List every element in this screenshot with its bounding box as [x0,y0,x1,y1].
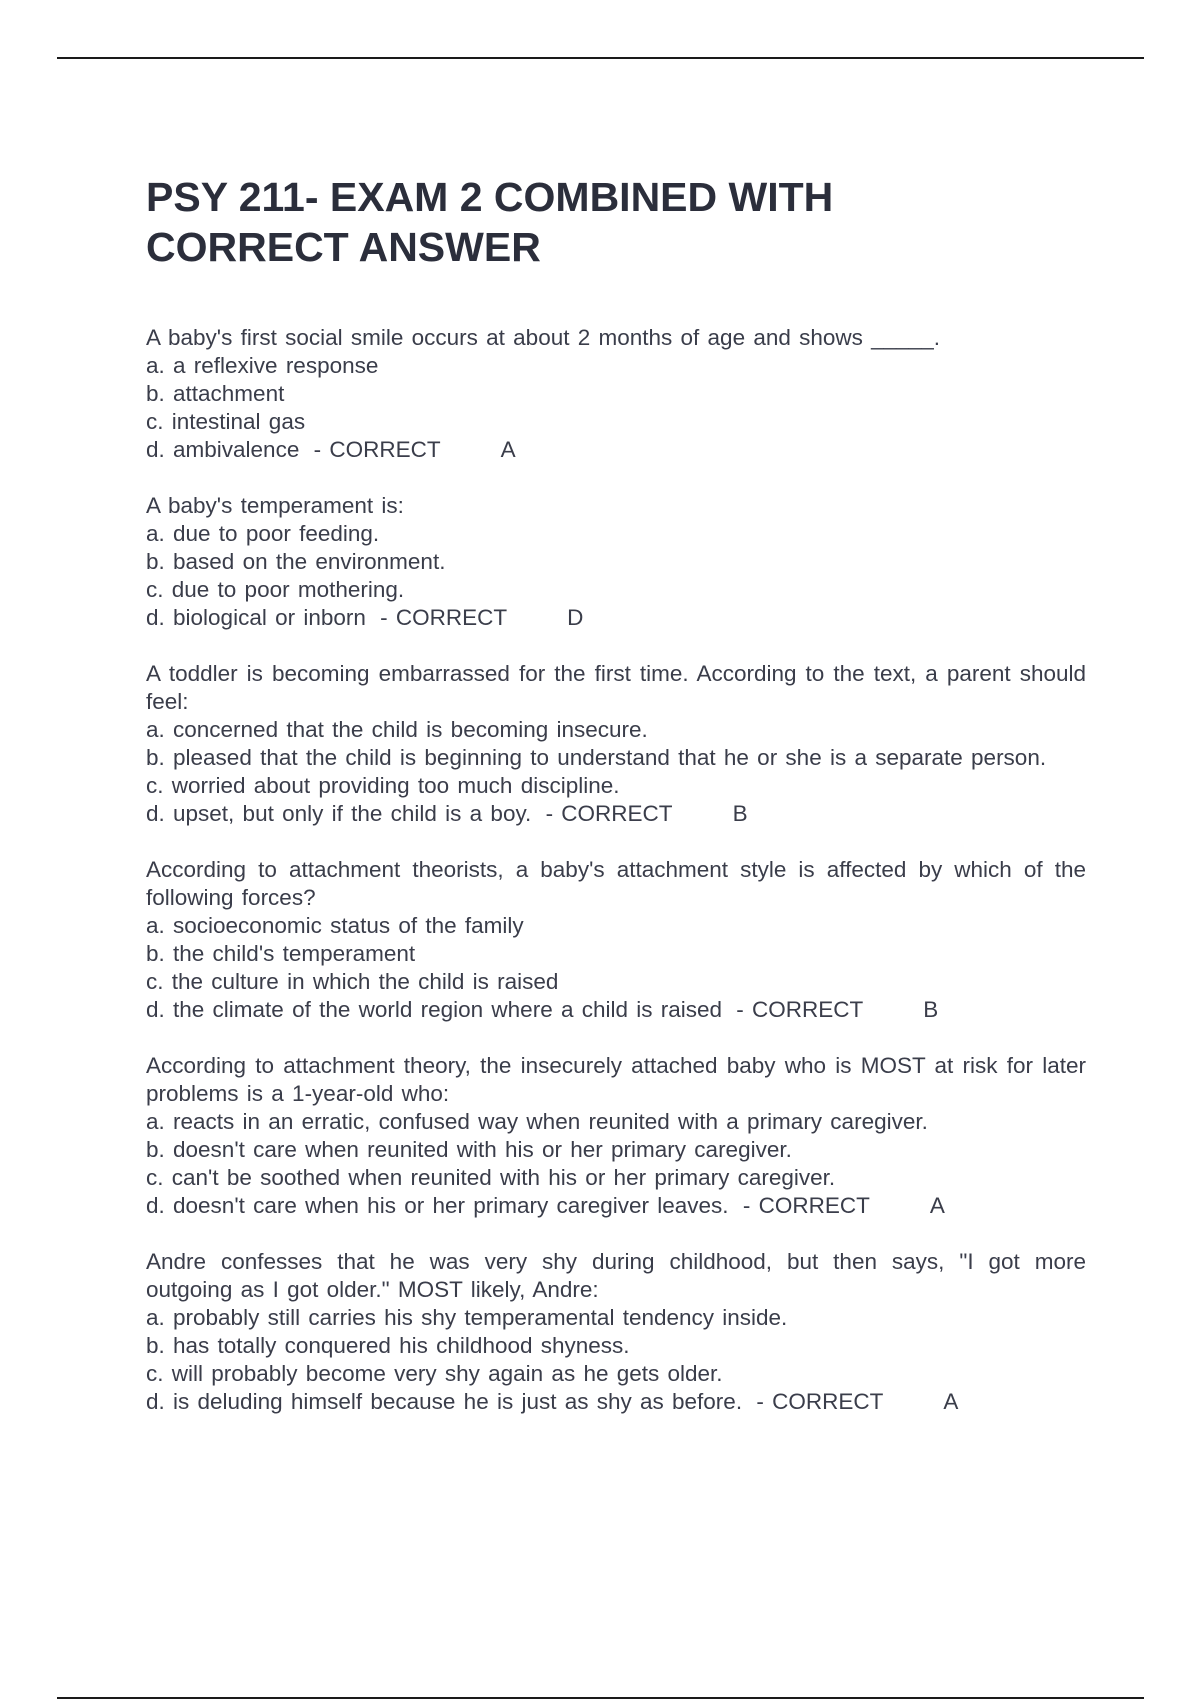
option-d-text: d. ambivalence [146,437,300,462]
answer-letter: A [929,1193,945,1218]
question-block [146,1052,1086,1220]
option-b: b. pleased that the child is beginning to understand that he or she is a separate person. [146,745,1047,770]
option-a: a. concerned that the child is becoming insecure. [146,717,648,742]
option-c: c. will probably become very shy again as he gets older. [146,1361,723,1386]
answer-letter: A [500,437,516,462]
option-c: c. can't be soothed when reunited with his or her primary caregiver. [146,1165,836,1190]
option-b: b. based on the environment. [146,549,446,574]
option-a: a. due to poor feeding. [146,521,380,546]
option-d-text: d. doesn't care when his or her primary caregiver leaves. [146,1193,729,1218]
option-c: c. the culture in which the child is raised [146,969,559,994]
option-a: a. probably still carries his shy temperamental tendency inside. [146,1305,788,1330]
option-d [146,604,1086,632]
option-c: c. worried about providing too much discipline. [146,773,620,798]
option-a: a. socioeconomic status of the family [146,913,524,938]
document-body [146,172,1086,1444]
question-text: According to attachment theory, the insecurely attached baby who is MOST at risk for later problems is a 1-year-old who: [146,1053,1086,1106]
correct-label: - CORRECT [742,1193,870,1218]
correct-label: - CORRECT [545,801,673,826]
option-d [146,800,1086,828]
question-block [146,660,1086,828]
option-c: c. due to poor mothering. [146,577,405,602]
question-block [146,856,1086,1024]
title-line-1: PSY 211- EXAM 2 COMBINED WITH [146,174,834,220]
option-d [146,996,1086,1024]
correct-label: - CORRECT [380,605,508,630]
question-block [146,1248,1086,1416]
option-a: a. reacts in an erratic, confused way when reunited with a primary caregiver. [146,1109,928,1134]
answer-letter: D [567,605,584,630]
question-text: Andre confesses that he was very shy during childhood, but then says, "I got more outgoing as I got older." MOST likely, Andre: [146,1249,1086,1302]
title-line-2: CORRECT ANSWER [146,224,541,270]
question-block [146,492,1086,632]
question-text: According to attachment theorists, a baby's attachment style is affected by which of the following forces? [146,857,1086,910]
option-d [146,1192,1086,1220]
answer-letter: A [943,1389,959,1414]
question-text: A toddler is becoming embarrassed for the first time. According to the text, a parent should feel: [146,661,1086,714]
correct-label: - CORRECT [736,997,864,1022]
option-d [146,436,1086,464]
bottom-rule [57,1697,1144,1699]
option-d-text: d. biological or inborn [146,605,366,630]
option-d [146,1388,1086,1416]
question-list [146,324,1086,1416]
option-b: b. attachment [146,381,285,406]
option-c: c. intestinal gas [146,409,306,434]
correct-label: - CORRECT [756,1389,884,1414]
option-d-text: d. is deluding himself because he is just as shy as before. [146,1389,743,1414]
option-b: b. the child's temperament [146,941,416,966]
option-b: b. doesn't care when reunited with his or her primary caregiver. [146,1137,792,1162]
top-rule [57,57,1144,59]
option-d-text: d. upset, but only if the child is a boy. [146,801,532,826]
answer-letter: B [923,997,939,1022]
option-a: a. a reflexive response [146,353,379,378]
question-block [146,324,1086,464]
question-text: A baby's first social smile occurs at about 2 months of age and shows _____. [146,325,940,350]
option-d-text: d. the climate of the world region where a child is raised [146,997,723,1022]
document-title [146,172,1086,272]
question-text: A baby's temperament is: [146,493,404,518]
answer-letter: B [732,801,748,826]
option-b: b. has totally conquered his childhood shyness. [146,1333,630,1358]
correct-label: - CORRECT [313,437,441,462]
